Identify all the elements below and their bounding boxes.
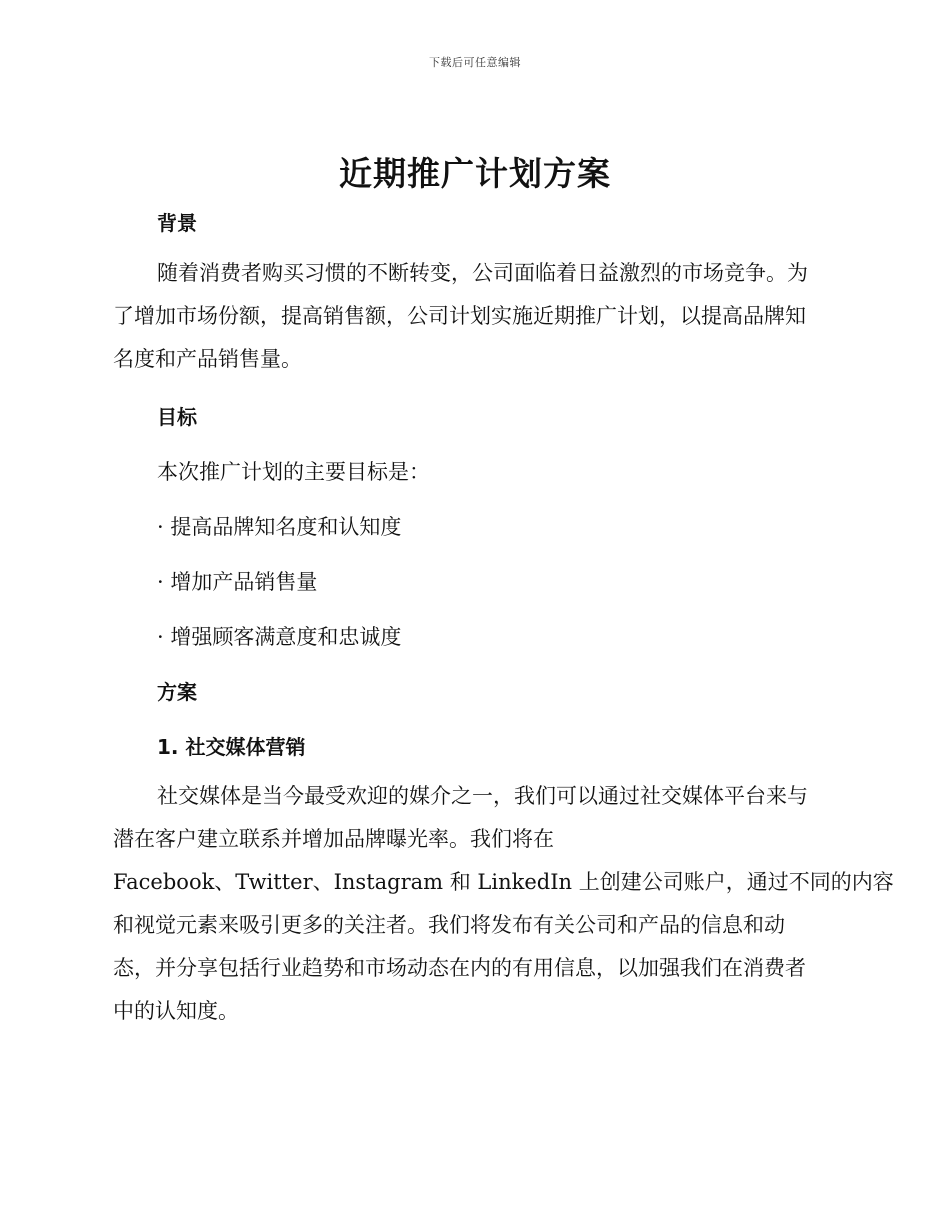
social-media-line-2: 潜在客户建立联系并增加品牌曝光率。我们将在: [113, 827, 554, 851]
background-line-3: 名度和产品销售量。: [113, 347, 302, 371]
social-media-line-4: 和视觉元素来吸引更多的关注者。我们将发布有关公司和产品的信息和动: [113, 913, 785, 937]
goal-item: · 增强顾客满意度和忠诚度: [157, 625, 402, 649]
section-heading-background: 背景: [157, 211, 197, 235]
goal-item: · 增加产品销售量: [157, 570, 318, 594]
header-note: 下载后可任意编辑: [429, 56, 521, 69]
subsection-heading-social-media: 1. 社交媒体营销: [157, 735, 306, 759]
background-line-2: 了增加市场份额，提高销售额，公司计划实施近期推广计划，以提高品牌知: [113, 304, 806, 328]
social-media-line-3: Facebook、Twitter、Instagram 和 LinkedIn 上创建公司账户，通过不同的内容: [113, 870, 894, 894]
social-media-line-6: 中的认知度。: [113, 999, 239, 1023]
background-line-1: 随着消费者购买习惯的不断转变，公司面临着日益激烈的市场竞争。为: [157, 261, 808, 285]
document-title: 近期推广计划方案: [339, 154, 611, 193]
social-media-line-5: 态，并分享包括行业趋势和市场动态在内的有用信息，以加强我们在消费者: [113, 956, 806, 980]
social-media-line-1: 社交媒体是当今最受欢迎的媒介之一，我们可以通过社交媒体平台来与: [157, 784, 808, 808]
section-heading-plan: 方案: [157, 680, 197, 704]
section-heading-goals: 目标: [157, 405, 197, 429]
goal-item: · 提高品牌知名度和认知度: [157, 515, 402, 539]
goals-intro: 本次推广计划的主要目标是：: [157, 460, 430, 484]
